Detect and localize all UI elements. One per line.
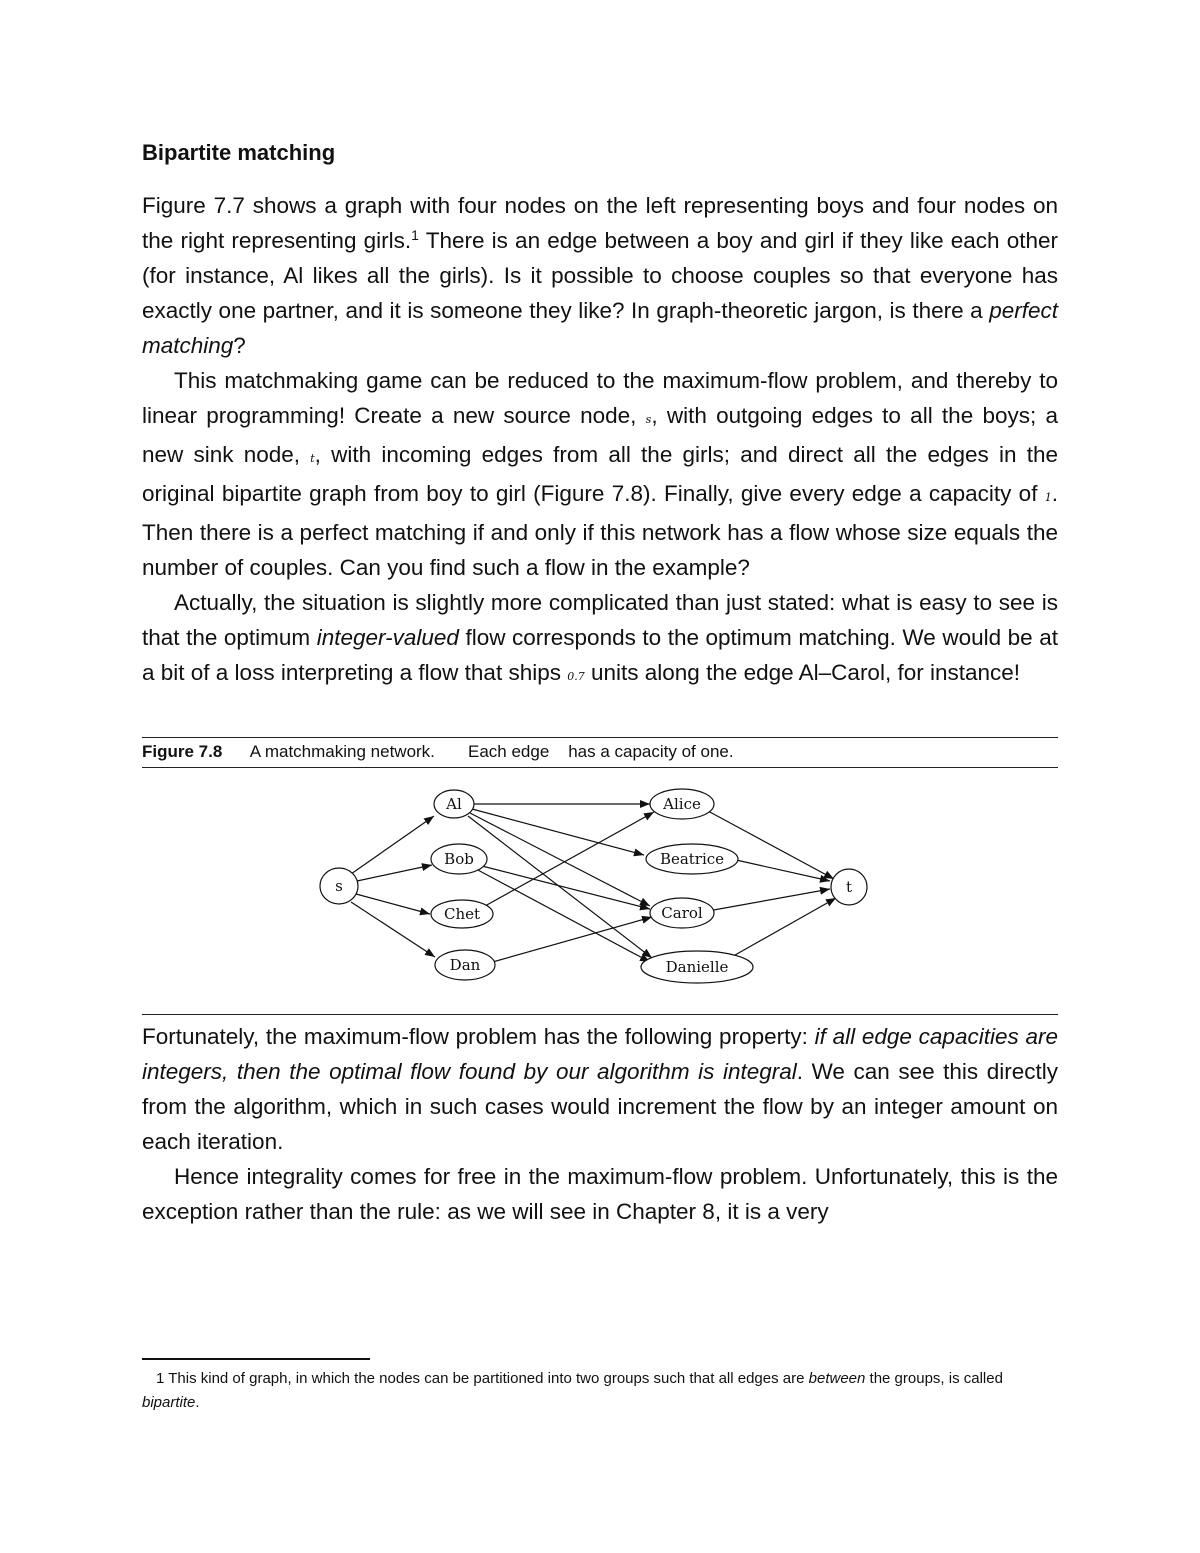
node-dan xyxy=(435,950,495,980)
paragraph-intro xyxy=(142,188,1058,363)
node-s xyxy=(320,868,358,904)
node-label: Beatrice xyxy=(659,850,725,869)
paragraph-text: flow corresponds to the optimum matching. We would be at a bit of a loss interpreting a flow that ships xyxy=(142,625,1058,686)
node-chet xyxy=(431,900,493,928)
math-symbol-fraction: 0.7 xyxy=(567,670,585,684)
paragraph-reduction xyxy=(142,363,1058,585)
emphasis-term: bipartite xyxy=(142,1394,196,1411)
paragraph-integrality-property xyxy=(142,1019,1058,1159)
node-label: Al xyxy=(446,795,462,814)
figure-label: Figure 7.8 xyxy=(142,742,223,762)
paragraph-text: . We can see this directly from the algorithm, which in such cases would increment the flow by an integer amount on each iteration. xyxy=(142,1059,1059,1155)
paragraph-text: Fortunately, the maximum-flow problem has the following property: xyxy=(142,1024,815,1050)
node-label: s xyxy=(335,877,343,896)
page-content xyxy=(142,140,1058,1229)
edge-dan-carol xyxy=(482,917,652,965)
figure-caption xyxy=(142,738,1058,767)
edge-s-dan xyxy=(351,902,435,957)
edge-s-chet xyxy=(356,894,430,914)
caption-text: has a capacity of one. xyxy=(568,742,734,762)
footnote-reference[interactable]: 1 xyxy=(411,227,419,244)
node-label: Bob xyxy=(444,850,474,869)
node-al xyxy=(434,790,474,818)
node-carol xyxy=(650,898,714,928)
edge-beatrice-t xyxy=(736,860,830,881)
footnote-text: the groups, is called xyxy=(865,1370,1003,1387)
footnote-number: 1 xyxy=(156,1370,165,1387)
paragraph-text: . Then there is a perfect matching if and only if this network has a flow whose size equals the number of couples. Can you find such a flow in the example? xyxy=(142,481,1058,581)
section-title: Bipartite matching xyxy=(142,140,336,165)
node-label: Danielle xyxy=(665,958,729,977)
edge-bob-carol xyxy=(478,865,650,909)
math-symbol-one: 1 xyxy=(1044,491,1052,505)
paragraph-text: units along the edge Al–Carol, for instance! xyxy=(584,660,1021,686)
edge-s-al xyxy=(351,816,434,874)
node-bob xyxy=(431,844,487,874)
matchmaking-network-diagram xyxy=(142,768,1058,1014)
paragraph-exception: Hence integrality comes for free in the maximum-flow problem. Unfortunately, this is the exception rather than the rule: as we will see in Chapter 8, it is a very xyxy=(142,1164,1058,1225)
edge-danielle-t xyxy=(728,898,836,959)
node-label: Carol xyxy=(661,904,703,923)
footnote-text: This kind of graph, in which the nodes can be partitioned into two groups such that all edges are xyxy=(164,1370,809,1387)
math-symbol-t: t xyxy=(310,452,315,466)
node-beatrice xyxy=(646,844,738,874)
paragraph-integer-flow xyxy=(142,585,1058,694)
paragraph-text: ? xyxy=(233,333,246,359)
edge-carol-t xyxy=(708,889,830,911)
paragraph-text: Actually, the situation is slightly more complicated than just stated: what is easy to see is that the optimum xyxy=(142,590,1058,651)
paragraph-text: This matchmaking game can be reduced to the maximum-flow problem, and thereby to linear programming! Create a new source node, xyxy=(142,368,1058,429)
node-alice xyxy=(650,789,714,819)
paragraph-text: There is an edge between a boy and girl if they like each other (for instance, Al likes all the girls). Is it possible to choose couples so that everyone has exactly one partner, and it is someone they like? In graph-theoretic jargon, is there a xyxy=(142,228,1058,324)
node-label: Alice xyxy=(663,795,701,814)
emphasis-statement: if all edge capacities are integers, then the optimal flow found by our algorithm is integral xyxy=(142,1024,1058,1085)
emphasis-term: between xyxy=(808,1370,866,1387)
edge-al-carol xyxy=(470,813,650,906)
figure-bottom-rule xyxy=(142,1014,1058,1015)
emphasis-term: integer-valued xyxy=(316,625,459,651)
node-t xyxy=(831,869,867,905)
emphasis-term: perfect matching xyxy=(142,298,1058,359)
node-label: Chet xyxy=(443,905,481,924)
edge-group xyxy=(351,804,836,965)
edge-bob-danielle xyxy=(476,869,650,962)
caption-text: Each edge xyxy=(467,742,550,762)
footnote-separator xyxy=(142,1358,370,1360)
node-danielle xyxy=(641,951,753,983)
node-label: t xyxy=(845,878,853,897)
paragraph-text: Figure 7.7 shows a graph with four nodes on the left representing boys and four nodes on the right representing girls. xyxy=(142,193,1058,254)
edge-al-danielle xyxy=(468,816,652,958)
math-symbol-s: s xyxy=(645,413,652,427)
caption-text: A matchmaking network. xyxy=(249,742,435,762)
figure-7-8 xyxy=(142,737,1058,1015)
paragraph-text: , with outgoing edges to all the boys; a new sink node, xyxy=(142,403,1058,468)
node-label: Dan xyxy=(449,956,481,975)
footnote-text: . xyxy=(195,1394,200,1411)
paragraph-text: , with incoming edges from all the girls; and direct all the edges in the original bipartite graph from boy to girl (Figure 7.8). Finally, give every edge a capacity of xyxy=(142,442,1058,507)
edge-s-bob xyxy=(357,865,432,881)
footnote xyxy=(142,1367,1062,1415)
edge-chet-alice xyxy=(476,812,654,911)
